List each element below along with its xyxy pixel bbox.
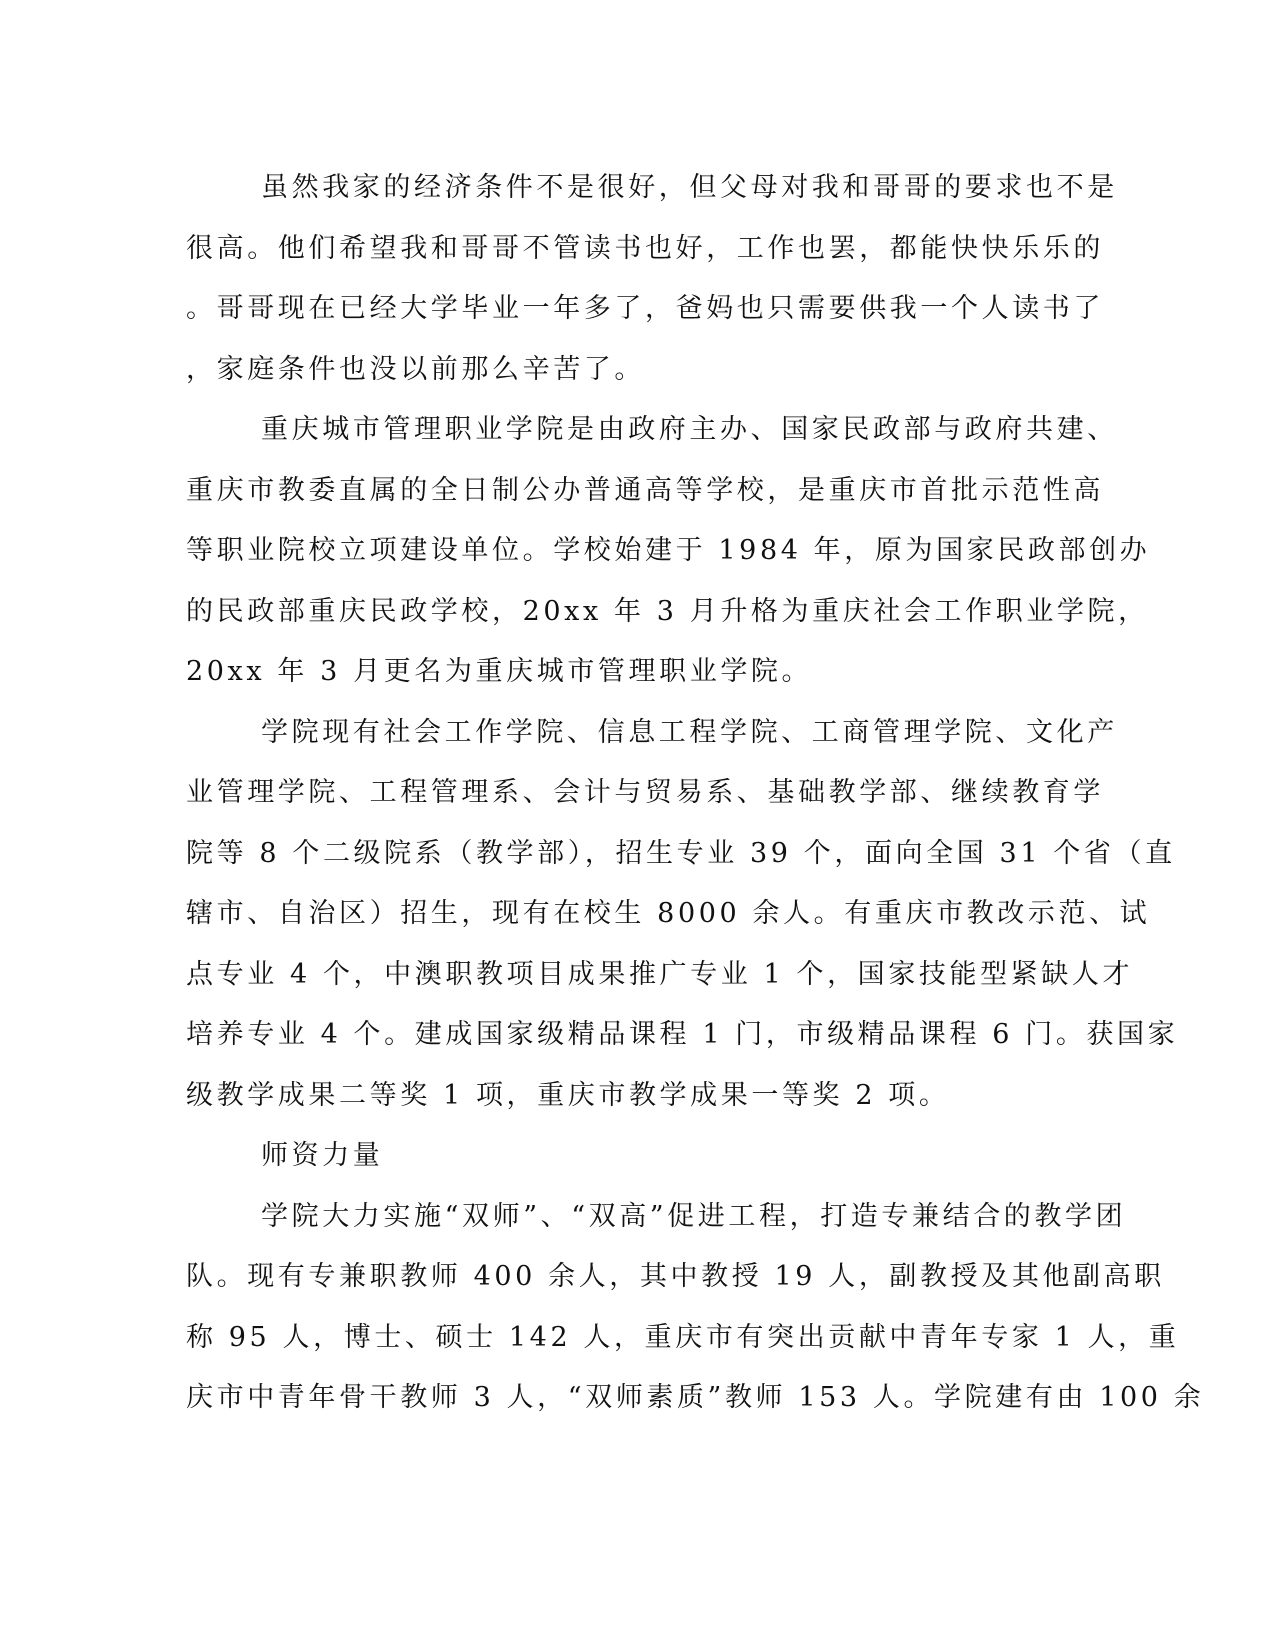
text-line: 等职业院校立项建设单位。学校始建于 1984 年，原为国家民政部创办: [186, 535, 1151, 566]
text-line: 辖市、自治区）招生，现有在校生 8000 余人。有重庆市教改示范、试: [186, 898, 1151, 929]
section-heading: 师资力量: [261, 1140, 384, 1171]
text-line: 20xx 年 3 月更名为重庆城市管理职业学院。: [186, 656, 813, 687]
paragraph-college-intro: [186, 400, 1151, 703]
text-line: 培养专业 4 个。建成国家级精品课程 1 门，市级精品课程 6 门。获国家: [186, 1019, 1179, 1050]
text-line: ，家庭条件也没以前那么辛苦了。: [186, 353, 645, 385]
text-line: 点专业 4 个，中澳职教项目成果推广专业 1 个，国家技能型紧缺人才: [186, 958, 1134, 990]
text-line: 重庆城市管理职业学院是由政府主办、国家民政部与政府共建、: [261, 414, 1118, 445]
text-line: 学院现有社会工作学院、信息工程学院、工商管理学院、文化产: [261, 716, 1118, 748]
text-line: 重庆市教委直属的全日制公办普通高等学校，是重庆市首批示范性高: [186, 474, 1104, 506]
text-line: 级教学成果二等奖 1 项，重庆市教学成果一等奖 2 项。: [186, 1079, 950, 1111]
text-line: 业管理学院、工程管理系、会计与贸易系、基础教学部、继续教育学: [186, 777, 1104, 808]
text-line: 庆市中青年骨干教师 3 人，“双师素质”教师 153 人。学院建有由 100 余: [186, 1382, 1205, 1413]
text-line: 的民政部重庆民政学校，20xx 年 3 月升格为重庆社会工作职业学院，: [186, 595, 1149, 627]
text-line: 院等 8 个二级院系（教学部），招生专业 39 个，面向全国 31 个省（直: [186, 837, 1176, 869]
text-line: 队。现有专兼职教师 400 余人，其中教授 19 人，副教授及其他副高职: [186, 1261, 1165, 1292]
text-line: 虽然我家的经济条件不是很好，但父母对我和哥哥的要求也不是: [261, 172, 1118, 203]
text-line: 。哥哥现在已经大学毕业一年多了，爸妈也只需要供我一个人读书了: [186, 293, 1104, 324]
text-line: 学院大力实施“双师”、“双高”促进工程，打造专兼结合的教学团: [261, 1200, 1127, 1232]
section-heading-faculty: [186, 1126, 1086, 1187]
document-body: [186, 158, 1205, 1429]
paragraph-departments: [186, 703, 1179, 1127]
text-line: 很高。他们希望我和哥哥不管读书也好，工作也罢，都能快快乐乐的: [186, 232, 1104, 264]
text-line: 称 95 人，博士、硕士 142 人，重庆市有突出贡献中青年专家 1 人，重: [186, 1321, 1180, 1353]
paragraph-faculty: [186, 1187, 1205, 1429]
paragraph-family: [186, 158, 1118, 400]
